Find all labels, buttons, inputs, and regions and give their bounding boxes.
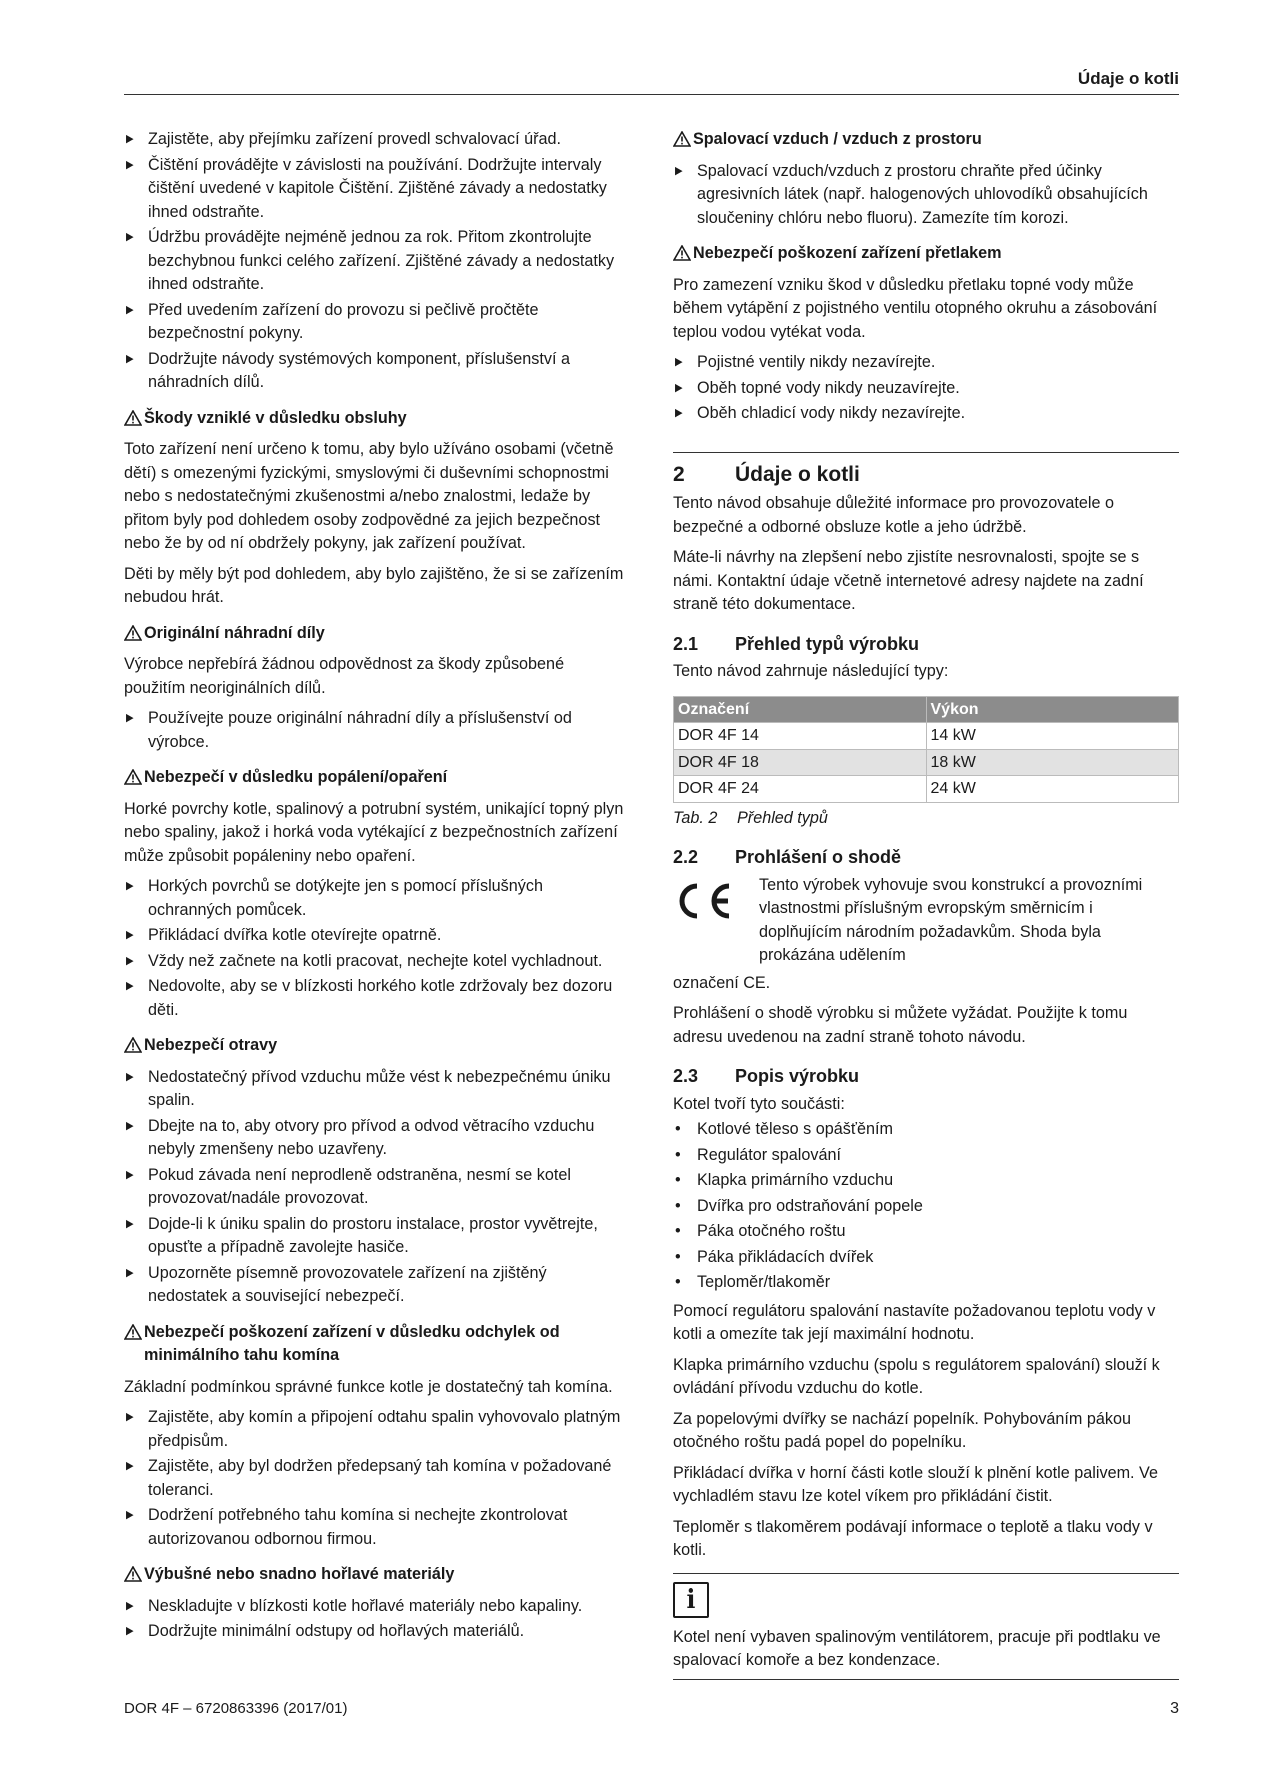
bullet-icon: • <box>675 1120 681 1138</box>
parts-list <box>124 707 628 754</box>
list-item: • Regulátor spalování <box>673 1144 1179 1168</box>
list-item: ▶ Údržbu provádějte nejméně jednou za rok. Přitom zkontrolujte bezchybnou funkci celého zařízení. Zjištěné závady a nedostatky ihned odstraňte. <box>126 228 615 293</box>
table-cell: 18 kW <box>926 749 1179 776</box>
bullet-icon: • <box>675 1196 681 1215</box>
paragraph: Pomocí regulátoru spalování nastavíte požadovanou teplotu vody v kotli a omezíte tak její maximální hodnotu. <box>673 1301 1156 1343</box>
bullet-icon: • <box>675 1171 681 1189</box>
paragraph: Prohlášení o shodě výrobku si můžete vyžádat. Použijte k tomu adresu uvedenou na zadní straně tohoto návodu. <box>673 1004 1128 1046</box>
warning-triangle-icon <box>124 1037 142 1053</box>
paragraph: Klapka primárního vzduchu (spolu s regulátorem spalování) slouží k ovládání přívodu vzduchu do kotle. <box>673 1355 1160 1397</box>
ce-mark-icon <box>673 880 733 922</box>
arrow-bullet-icon: ▶ <box>126 133 134 145</box>
paragraph: Tento výrobek vyhovuje svou konstrukcí a provozními vlastnostmi příslušným evropským směrnicím i doplňujícím národním požadavkům. Shoda byla prokázána udělením <box>759 875 1143 964</box>
info-note <box>673 1573 1179 1680</box>
warning-triangle-icon <box>124 769 142 785</box>
footer-doc-id: DOR 4F – 6720863396 (2017/01) <box>124 1700 348 1717</box>
subsection-heading: 2.3 Popis výrobku <box>673 1066 860 1086</box>
arrow-bullet-icon: ▶ <box>126 1070 134 1083</box>
explosive-list <box>124 1595 628 1644</box>
arrow-bullet-icon: ▶ <box>126 1625 134 1637</box>
list-item: ▶ Pokud závada není neprodleně odstraněna, nesmí se kotel provozovat/nadále provozovat. <box>126 1165 571 1207</box>
list-item: ▶ Dodržujte minimální odstupy od hořlavých materiálů. <box>124 1620 628 1644</box>
list-item: ▶ Neskladujte v blízkosti kotle hořlavé materiály nebo kapaliny. <box>124 1595 628 1619</box>
bullet-icon: • <box>675 1247 681 1266</box>
arrow-bullet-icon: ▶ <box>126 929 134 941</box>
list-item: ▶ Dodržení potřebného tahu komína si nechejte zkontrolovat autorizovanou odbornou firmou. <box>126 1506 568 1548</box>
info-text: Kotel není vybaven spalinovým ventilátorem, pracuje při podtlaku ve spalovací komoře a bez kondenzace. <box>673 1627 1161 1669</box>
warning-triangle-icon <box>124 1324 142 1340</box>
warning-heading: Škody vzniklé v důsledku obsluhy <box>124 407 628 431</box>
paragraph: Teploměr s tlakoměrem podávají informace o teplotě a tlaku vody v kotli. <box>673 1517 1153 1559</box>
arrow-bullet-icon: ▶ <box>126 1509 134 1521</box>
arrow-bullet-icon: ▶ <box>126 712 134 724</box>
page-header-title: Údaje o kotli <box>1077 69 1179 88</box>
list-item: • Teploměr/tlakoměr <box>673 1271 1179 1295</box>
right-column <box>673 128 1179 1680</box>
warning-triangle-icon <box>673 131 691 147</box>
bullet-icon: • <box>675 1222 681 1240</box>
list-item: ▶ Spalovací vzduch/vzduch z prostoru chraňte před účinky agresivních látek (např. halogenových uhlovodíků obsahujících sloučeniny chlóru nebo fluoru). Zamezíte tím korozi. <box>675 161 1148 227</box>
paragraph: Výrobce nepřebírá žádnou odpovědnost za škody způsobené použitím neoriginálních dílů. <box>124 655 565 697</box>
table-header-cell: Výkon <box>926 696 1179 723</box>
table-cell: DOR 4F 14 <box>674 723 927 750</box>
arrow-bullet-icon: ▶ <box>126 980 134 992</box>
components-list <box>673 1118 1179 1295</box>
bullet-icon: • <box>675 1273 681 1291</box>
arrow-bullet-icon: ▶ <box>126 1599 134 1612</box>
table-cell: DOR 4F 24 <box>674 776 927 803</box>
warning-triangle-icon <box>124 410 142 426</box>
table-caption: Tab. 2 Přehled typů <box>673 808 828 827</box>
table-cell: 24 kW <box>926 776 1179 803</box>
arrow-bullet-icon: ▶ <box>126 303 134 316</box>
list-item: ▶ Přikládací dvířka kotle otevírejte opatrně. <box>124 924 628 948</box>
list-item: ▶ Zajistěte, aby přejímku zařízení provedl schvalovací úřad. <box>124 128 628 152</box>
warning-triangle-icon <box>124 1566 142 1582</box>
info-icon: i <box>673 1582 709 1618</box>
list-item: • Kotlové těleso s opášťěním <box>673 1118 1179 1142</box>
list-item: ▶ Dojde-li k úniku spalin do prostoru instalace, prostor vyvětrejte, opusťte a případně zavolejte hasiče. <box>126 1214 598 1256</box>
arrow-bullet-icon: ▶ <box>126 158 134 171</box>
paragraph: Kotel tvoří tyto součásti: <box>673 1094 845 1113</box>
paragraph: Toto zařízení není určeno k tomu, aby bylo užíváno osobami (včetně dětí) s omezenými fyzickými, smyslovými či duševními schopnostmi nebo s nedostatečnými zkušenostmi a/nebo znalostmi, ledaže by přitom byly pod dohledem osoby zodpovědné za jejich bezpečnost nebo že by od ní obdržely pokyny, jak zařízení používat. <box>124 440 614 552</box>
list-item: • Páka otočného roštu <box>673 1220 1179 1244</box>
list-item: ▶ Dbejte na to, aby otvory pro přívod a odvod větracího vzduchu nebyly zmenšeny nebo uzavřeny. <box>126 1116 595 1158</box>
subsection-heading: 2.2 Prohlášení o shodě <box>673 847 902 867</box>
arrow-bullet-icon: ▶ <box>126 231 134 243</box>
table-row <box>674 723 1179 750</box>
warning-heading: Nebezpečí poškození zařízení přetlakem <box>673 242 1179 266</box>
paragraph: Pro zamezení vzniku škod v důsledku přetlaku topné vody může během vytápění z pojistného ventilu otopného okruhu a zásobování teplou vodou vytékat voda. <box>673 275 1158 341</box>
arrow-bullet-icon: ▶ <box>126 1266 134 1279</box>
paragraph: Děti by měly být pod dohledem, aby bylo zajištěno, že si se zařízením nebudou hrát. <box>124 564 624 606</box>
list-item: ▶ Před uvedením zařízení do provozu si pečlivě pročtěte bezpečnostní pokyny. <box>126 300 539 342</box>
warning-heading: Nebezpečí poškození zařízení v důsledku odchylek od minimálního tahu komína <box>124 1321 628 1368</box>
table-cell: 14 kW <box>926 723 1179 750</box>
arrow-bullet-icon: ▶ <box>675 381 683 394</box>
list-item: • Klapka primárního vzduchu <box>673 1169 1179 1193</box>
table-cell: DOR 4F 18 <box>674 749 927 776</box>
burn-list <box>124 875 628 1022</box>
list-item: • Dvířka pro odstraňování popele <box>673 1195 1179 1219</box>
list-item: ▶ Nedovolte, aby se v blízkosti horkého kotle zdržovaly bez dozoru děti. <box>126 977 613 1019</box>
paragraph: Základní podmínkou správné funkce kotle je dostatečný tah komína. <box>124 1377 613 1396</box>
arrow-bullet-icon: ▶ <box>126 954 134 967</box>
pressure-list <box>673 351 1179 426</box>
paragraph: Přikládací dvířka v horní části kotle slouží k plnění kotle palivem. Ve vychladlém stavu lze kotel víkem pro přikládání čistit. <box>673 1463 1158 1505</box>
section-heading: 2 Údaje o kotli <box>673 452 1179 487</box>
warning-heading: Originální náhradní díly <box>124 622 628 646</box>
warning-triangle-icon <box>124 625 142 641</box>
left-column <box>124 128 628 1649</box>
header-divider <box>124 94 1179 95</box>
bullet-icon: • <box>675 1145 681 1164</box>
intro-list <box>124 128 628 395</box>
paragraph: Za popelovými dvířky se nachází popelník. Pohybováním pákou otočného roštu padá popel do popelníku. <box>673 1409 1132 1451</box>
table-row <box>674 749 1179 776</box>
warning-heading: Nebezpečí v důsledku popálení/opaření <box>124 766 628 790</box>
list-item: ▶ Zajistěte, aby byl dodržen předepsaný tah komína v požadované toleranci. <box>126 1457 612 1499</box>
list-item: ▶ Zajistěte, aby komín a připojení odtahu spalin vyhovovalo platným předpisům. <box>126 1408 621 1450</box>
warning-heading: Nebezpečí otravy <box>124 1034 628 1058</box>
arrow-bullet-icon: ▶ <box>126 1119 134 1132</box>
arrow-bullet-icon: ▶ <box>126 880 134 892</box>
poison-list <box>124 1066 628 1309</box>
arrow-bullet-icon: ▶ <box>126 352 134 365</box>
warning-heading: Výbušné nebo snadno hořlavé materiály <box>124 1563 628 1587</box>
warning-triangle-icon <box>673 245 691 261</box>
draft-list <box>124 1406 628 1551</box>
conformity-block <box>673 874 1179 968</box>
page-number: 3 <box>1170 1700 1179 1717</box>
list-item: ▶ Dodržujte návody systémových komponent, příslušenství a náhradních dílů. <box>126 349 570 391</box>
table-row <box>674 776 1179 803</box>
paragraph: Máte-li návrhy na zlepšení nebo zjistíte nesrovnalosti, spojte se s námi. Kontaktní údaje včetně internetové adresy najdete na zadní straně této dokumentace. <box>673 548 1144 613</box>
list-item: • Páka přikládacích dvířek <box>673 1246 1179 1270</box>
list-item: ▶ Horkých povrchů se dotýkejte jen s pomocí příslušných ochranných pomůcek. <box>126 877 543 919</box>
list-item: ▶ Používejte pouze originální náhradní díly a příslušenství od výrobce. <box>126 709 572 751</box>
product-types-table <box>673 696 1179 803</box>
table-header-cell: Označení <box>674 696 927 723</box>
list-item: ▶ Oběh chladicí vody nikdy nezavírejte. <box>673 402 1179 426</box>
list-item: ▶ Vždy než začnete na kotli pracovat, nechejte kotel vychladnout. <box>124 950 628 974</box>
arrow-bullet-icon: ▶ <box>126 1217 134 1230</box>
list-item: ▶ Čištění provádějte v závislosti na používání. Dodržujte intervaly čištění uvedené v kapitole Čištění. Zjištěné závady a nedostatky ihned odstraňte. <box>126 155 607 221</box>
air-list <box>673 160 1179 231</box>
paragraph: označení CE. <box>673 973 771 992</box>
list-item: ▶ Pojistné ventily nikdy nezavírejte. <box>673 351 1179 375</box>
subsection-heading: 2.1 Přehled typů výrobku <box>673 633 920 654</box>
arrow-bullet-icon: ▶ <box>126 1460 134 1472</box>
arrow-bullet-icon: ▶ <box>126 1411 134 1423</box>
paragraph: Horké povrchy kotle, spalinový a potrubní systém, unikající topný plyn nebo spaliny, jakož i horká voda vytékající z bezpečnostních zařízení může způsobit popáleniny nebo opaření. <box>124 799 624 865</box>
arrow-bullet-icon: ▶ <box>675 356 683 368</box>
list-item: ▶ Upozorněte písemně provozovatele zařízení na zjištěný nedostatek a související nebezpečí. <box>126 1263 547 1305</box>
arrow-bullet-icon: ▶ <box>675 407 683 419</box>
warning-heading: Spalovací vzduch / vzduch z prostoru <box>673 128 1179 152</box>
list-item: ▶ Oběh topné vody nikdy neuzavírejte. <box>673 377 1179 401</box>
table-header-row <box>674 696 1179 723</box>
paragraph: Tento návod zahrnuje následující typy: <box>673 662 949 680</box>
paragraph: Tento návod obsahuje důležité informace pro provozovatele o bezpečné a odborné obsluze kotle a jeho údržbě. <box>673 494 1114 536</box>
arrow-bullet-icon: ▶ <box>675 164 683 177</box>
arrow-bullet-icon: ▶ <box>126 1168 134 1181</box>
list-item: ▶ Nedostatečný přívod vzduchu může vést k nebezpečnému úniku spalin. <box>126 1067 611 1109</box>
